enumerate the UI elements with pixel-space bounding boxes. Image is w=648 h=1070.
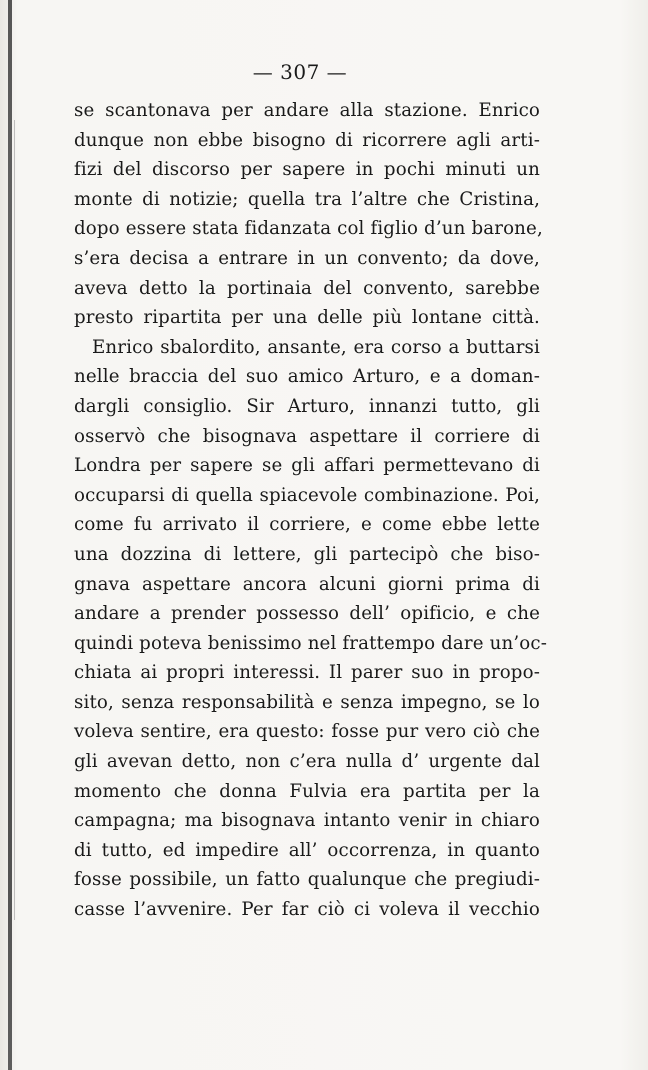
text-line-3: fizi del discorso per sapere in pochi minuti un bbox=[74, 159, 540, 181]
binding-shadow bbox=[8, 0, 12, 1070]
text-line-1: se scantonava per andare alla stazione. Enrico bbox=[74, 100, 540, 121]
text-line-14: occuparsi di quella spiacevole combinazione. Poi, bbox=[74, 484, 540, 506]
text-line-26: di tutto, ed impedire all’ occorrenza, in quanto bbox=[74, 839, 540, 861]
text-line-16: una dozzina di lettere, gli partecipò che biso- bbox=[74, 543, 540, 565]
text-line-9: Enrico sbalordito, ansante, era corso a buttarsi bbox=[92, 336, 540, 358]
text-line-23: gli avevan detto, non c’era nulla d’ urgente dal bbox=[74, 751, 540, 773]
text-line-12: osservò che bisognava aspettare il corriere di bbox=[74, 425, 540, 447]
text-line-24: momento che donna Fulvia era partita per la bbox=[74, 780, 540, 802]
text-line-18: andare a prender possesso dell’ opificio, e che bbox=[74, 603, 540, 625]
text-line-6: s’era decisa a entrare in un convento; da dove, bbox=[74, 247, 540, 269]
text-line-19: quindi poteva benissimo nel frattempo dare un’oc- bbox=[74, 632, 547, 654]
text-line-10: nelle braccia del suo amico Arturo, e a doman- bbox=[74, 366, 540, 388]
text-line-2: dunque non ebbe bisogno di ricorrere agli arti- bbox=[74, 129, 540, 151]
text-line-25: campagna; ma bisognava intanto venir in chiaro bbox=[74, 810, 540, 832]
text-line-15: come fu arrivato il corriere, e come ebbe lette bbox=[74, 514, 540, 536]
text-line-5: dopo essere stata fidanzata col figlio d’un barone, bbox=[74, 218, 543, 240]
text-line-11: dargli consiglio. Sir Arturo, innanzi tutto, gli bbox=[74, 395, 540, 417]
text-line-17: gnava aspettare ancora alcuni giorni prima di bbox=[74, 573, 540, 595]
text-line-28: casse l’avvenire. Per far ciò ci voleva il vecchio bbox=[74, 899, 540, 921]
text-line-22: voleva sentire, era questo: fosse pur vero ciò che bbox=[74, 721, 540, 743]
text-line-20: chiata ai propri interessi. Il parer suo in propo- bbox=[74, 662, 540, 684]
page-number: — 307 — bbox=[252, 60, 348, 84]
text-line-4: monte di notizie; quella tra l’altre che Cristina, bbox=[74, 188, 540, 210]
text-line-8: presto ripartita per una delle più lontane città. bbox=[74, 307, 540, 329]
text-line-21: sito, senza responsabilità e senza impegno, se lo bbox=[74, 691, 540, 713]
text-line-7: aveva detto la portinaia del convento, sarebbe bbox=[74, 277, 540, 299]
text-line-13: Londra per sapere se gli affari permettevano di bbox=[74, 455, 540, 477]
text-line-27: fosse possibile, un fatto qualunque che pregiudi- bbox=[74, 869, 540, 891]
binding-line bbox=[14, 120, 15, 920]
body-text bbox=[74, 96, 547, 925]
